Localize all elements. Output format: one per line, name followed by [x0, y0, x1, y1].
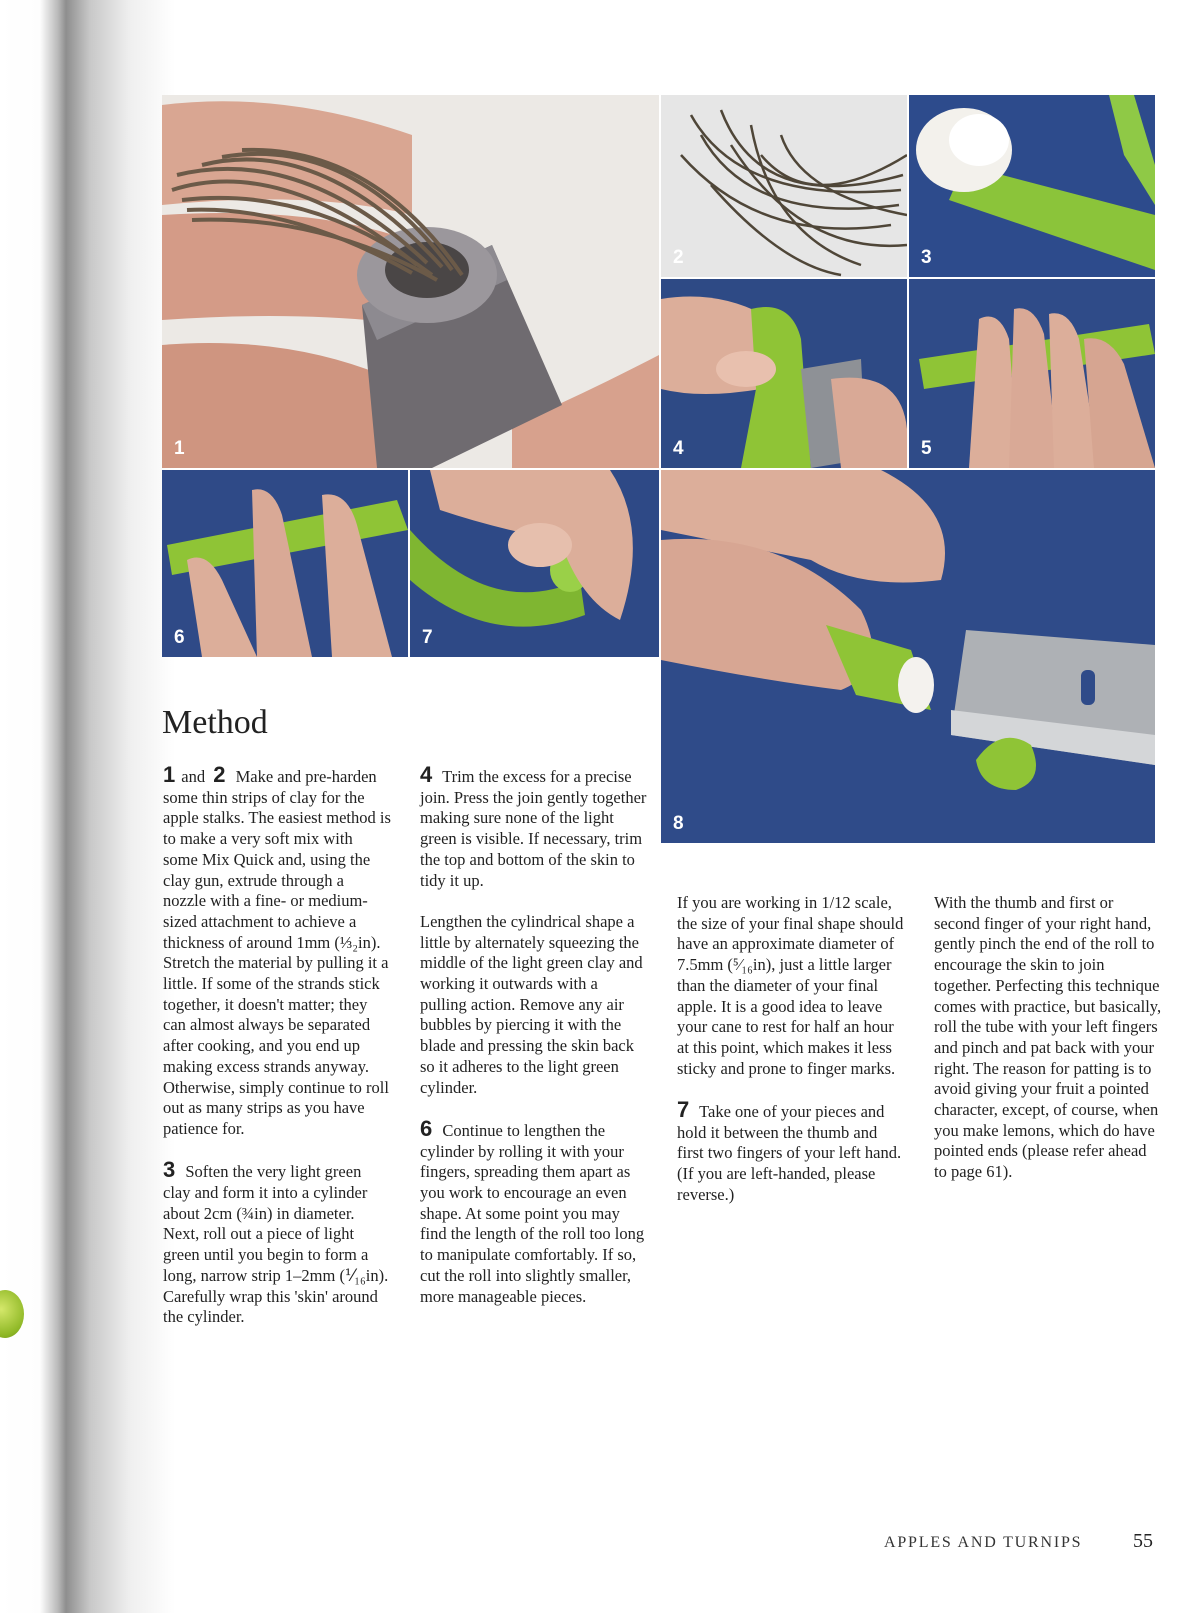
photo-number: 2: [673, 247, 684, 268]
text-column-1: [163, 762, 391, 1349]
photo-7: [410, 470, 659, 657]
photo-4: [661, 279, 907, 468]
step-number: 1: [163, 762, 176, 787]
step-5-text: Lengthen the cylindrical shape a little by alternately squeezing the middle of the light green clay and working it outwards with a pulling action. Remove any air bubbles by piercing it with the blade and pressing the skin back so it adheres to the light green cylinder.: [420, 911, 643, 1097]
photo-number: 4: [673, 438, 684, 459]
photo-number: 5: [921, 438, 932, 459]
photo-1: [162, 95, 659, 468]
page-title: Method: [162, 704, 268, 741]
step-connector: and: [181, 767, 206, 786]
binding-gutter-shadow: [0, 0, 175, 1613]
photo-2: [661, 95, 907, 277]
step-4: [420, 762, 648, 891]
step-number: 7: [677, 1097, 690, 1123]
step-number: 4: [420, 762, 433, 787]
page-number: 55: [1133, 1530, 1153, 1552]
step-6: [420, 1115, 648, 1307]
running-footer-section: APPLES AND TURNIPS: [884, 1534, 1083, 1551]
photo-8: [661, 470, 1155, 843]
step-number: 2: [213, 762, 226, 787]
step-3: [163, 1157, 391, 1328]
photo-number: 3: [921, 247, 932, 268]
step-7: [677, 1097, 905, 1206]
text-column-3: [677, 893, 905, 1226]
photo-number: 7: [422, 627, 433, 648]
photo-3: [909, 95, 1155, 277]
photo-6: [162, 470, 408, 657]
step-number: 6: [420, 1115, 433, 1141]
photo-number: 8: [673, 813, 684, 834]
step-7-continued: With the thumb and first or second finger of your right hand, gently pinch the end of the roll to encourage the skin to join together. Perfecting this technique comes with practice, but basically, roll the tube with your left fingers and pinch and pat back with your right. The reason for patting is to avoid giving your fruit a pointed character, except, of course, when you make lemons, which do have pointed ends (please refer ahead to page 61).: [934, 893, 1162, 1182]
photo-5: [909, 279, 1155, 468]
step-text: Make and pre-harden some thin strips of clay for the apple stalks. The easiest method is to make a very soft mix with some Mix Quick and, using the clay gun, extrude through a nozzle with a fine- or medium-sized attachment to achieve a thickness of around 1mm (⅓₂in). Stretch the material by pulling it a little. If some of the strands stick together, it doesn't matter; they can almost always be separated after cooking, and you end up making excess strands anyway. Otherwise, simply continue to roll out as many strips as you have patience for.: [163, 767, 391, 1138]
step-6-continued: If you are working in 1/12 scale, the size of your final shape should have an approximate diameter of 7.5mm (⁵⁄₁₆in), just a little larger than the diameter of your final apple. It is a good idea to leave your cane to rest for half an hour at this point, which makes it less sticky and prone to finger marks.: [677, 893, 904, 1078]
photo-number: 6: [174, 627, 185, 648]
step-text: Soften the very light green clay and form it into a cylinder about 2cm (¾in) in diameter. Next, roll out a piece of light green until you begin to form a long, narrow strip 1–2mm (⅟₁₆in). Carefully wrap this 'skin' around the cylinder.: [163, 1162, 389, 1327]
step-1-2: [163, 762, 391, 1140]
step-text: Take one of your pieces and hold it between the thumb and first two fingers of your left hand. (If you are left-handed, please reverse.): [677, 1102, 902, 1204]
step-number: 3: [163, 1157, 176, 1183]
text-column-4: [934, 893, 1162, 1204]
step-text: Trim the excess for a precise join. Press the join gently together making sure none of the light green is visible. If necessary, trim the top and bottom of the skin to tidy it up.: [420, 767, 647, 890]
step-text: Continue to lengthen the cylinder by rolling it with your fingers, spreading them apart as you work to encourage an even shape. At some point you may find the length of the roll too long to manipulate comfortably. If so, cut the roll into slightly smaller, more manageable pieces.: [420, 1120, 645, 1306]
text-column-2: [420, 762, 648, 1328]
photo-number: 1: [174, 438, 185, 459]
